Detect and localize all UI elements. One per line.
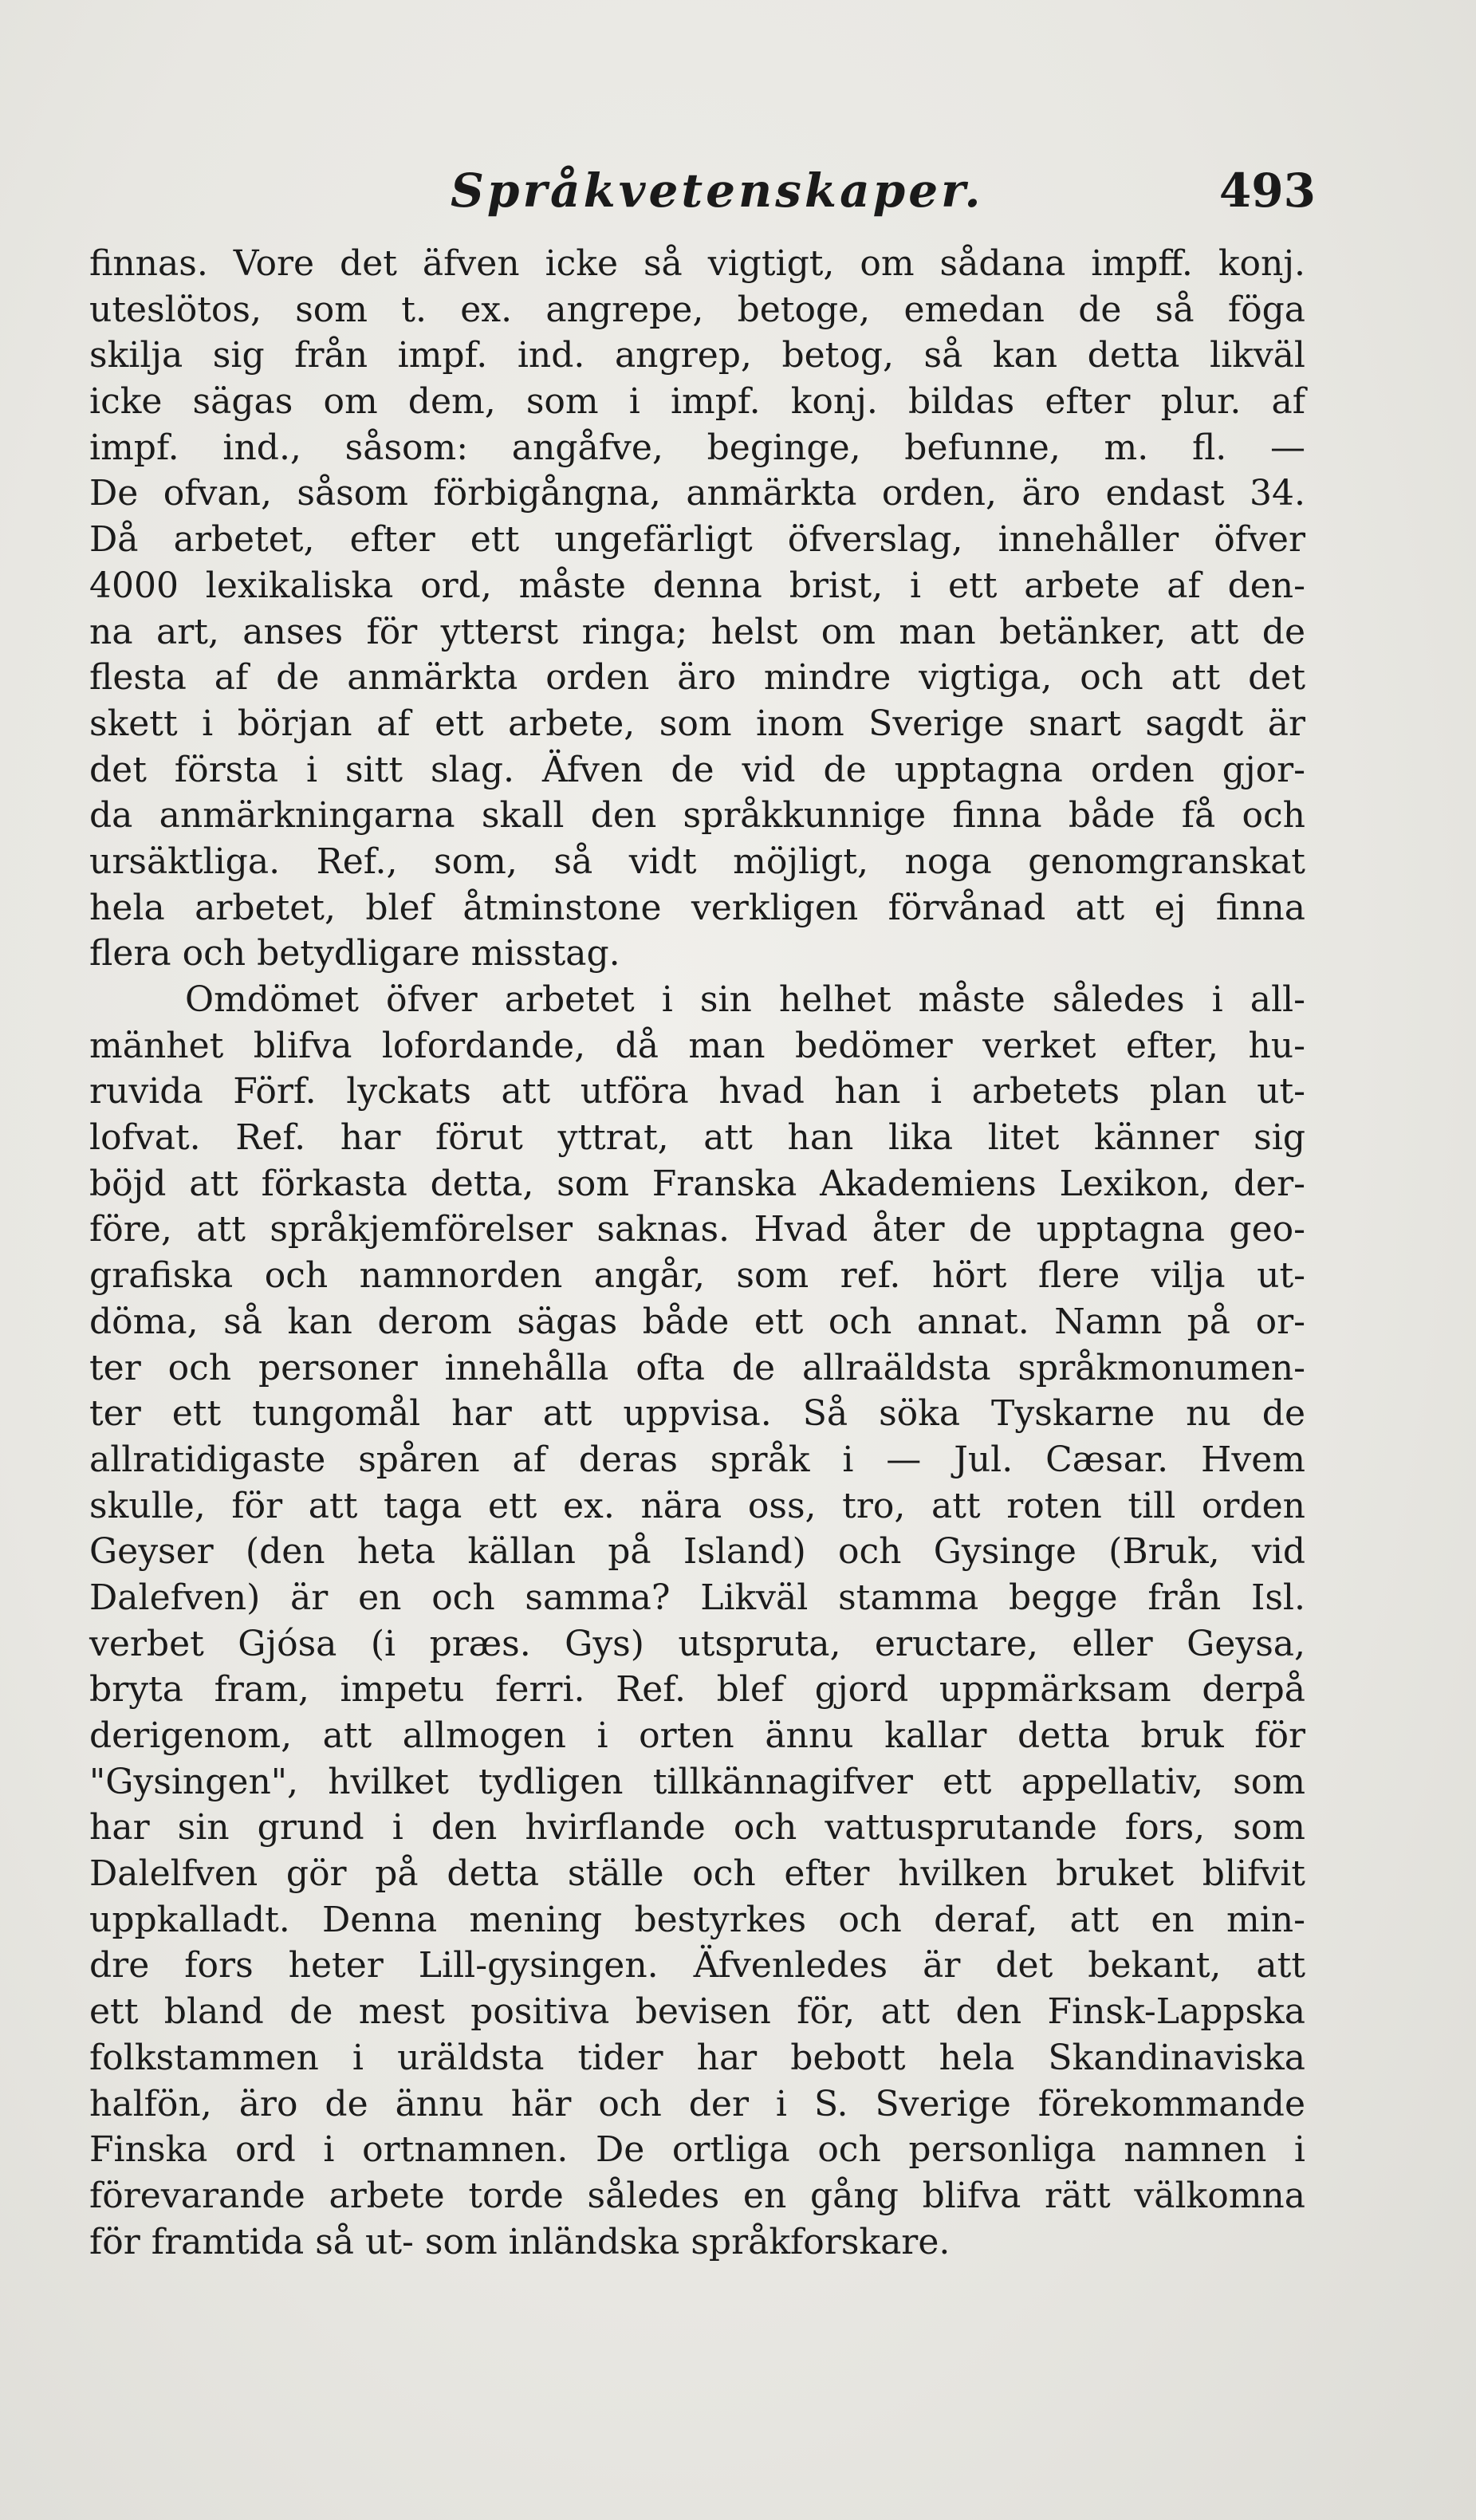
page-header (88, 156, 1316, 227)
text-line: 4000 lexikaliska ord, måste denna brist, i ett arbete af den- (89, 565, 1305, 606)
text-line: hela arbetet, blef åtminstone verkligen förvånad att ej finna (89, 887, 1305, 928)
text-line: böjd att förkasta detta, som Franska Akademiens Lexikon, der- (89, 1163, 1305, 1204)
text-line: ter ett tungomål har att uppvisa. Så söka Tyskarne nu de (89, 1393, 1305, 1435)
text-line: flesta af de anmärkta orden äro mindre vigtiga, och att det (89, 657, 1305, 699)
text-line: det första i sitt slag. Äfven de vid de upptagna orden gjor- (89, 749, 1305, 790)
text-line: har sin grund i den hvirflande och vattusprutande fors, som (89, 1807, 1305, 1849)
text-line: före, att språkjemförelser saknas. Hvad åter de upptagna geo- (89, 1209, 1305, 1250)
text-line: verbet Gjósa (i præs. Gys) utspruta, eructare, eller Geysa, (89, 1623, 1305, 1664)
text-line: finnas. Vore det äfven icke så vigtigt, om sådana impff. konj. (89, 243, 1305, 284)
text-line: förevarande arbete torde således en gång blifva rätt välkomna (89, 2175, 1305, 2216)
text-line: Dalelfven gör på detta ställe och efter hvilken bruket blifvit (89, 1853, 1305, 1895)
text-line: lofvat. Ref. har förut yttrat, att han lika litet känner sig (89, 1117, 1305, 1159)
text-line: ett bland de mest positiva bevisen för, att den Finsk-Lappska (89, 1991, 1305, 2033)
text-line: dre fors heter Lill-gysingen. Äfvenledes är det bekant, att (89, 1945, 1305, 1986)
page-number: 493 (1218, 163, 1316, 218)
text-line: ruvida Förf. lyckats att utföra hvad han i arbetets plan ut- (89, 1071, 1305, 1112)
text-line: da anmärkningarna skall den språkkunnige finna både få och (89, 795, 1305, 837)
text-line: Då arbetet, efter ett ungefärligt öfverslag, innehåller öfver (89, 519, 1305, 561)
text-line: derigenom, att allmogen i orten ännu kallar detta bruk för (89, 1715, 1305, 1756)
text-line: bryta fram, impetu ferri. Ref. blef gjord uppmärksam derpå (89, 1669, 1305, 1711)
text-line: Dalefven) är en och samma? Likväl stamma begge från Isl. (89, 1577, 1305, 1618)
text-line: skilja sig från impf. ind. angrep, betog, så kan detta likväl (89, 335, 1305, 376)
text-line: allratidigaste spåren af deras språk i — Jul. Cæsar. Hvem (89, 1439, 1305, 1480)
text-line: uppkalladt. Denna mening bestyrkes och deraf, att en min- (89, 1899, 1305, 1940)
text-line: döma, så kan derom sägas både ett och annat. Namn på or- (89, 1301, 1305, 1342)
text-line: folkstammen i uräldsta tider har bebott hela Skandinaviska (89, 2037, 1305, 2078)
text-line: uteslötos, som t. ex. angrepe, betoge, emedan de så föga (89, 289, 1305, 330)
running-title: Språkvetenskaper. (451, 163, 984, 218)
text-line: De ofvan, såsom förbigångna, anmärkta orden, äro endast 34. (89, 473, 1305, 514)
text-line: icke sägas om dem, som i impf. konj. bildas efter plur. af (89, 381, 1305, 423)
text-line: halfön, äro de ännu här och der i S. Sverige förekommande (89, 2083, 1305, 2124)
text-line: "Gysingen", hvilket tydligen tillkännagifver ett appellativ, som (89, 1761, 1305, 1802)
text-line: na art, anses för ytterst ringa; helst om man betänker, att de (89, 611, 1305, 652)
text-line: skulle, för att taga ett ex. nära oss, tro, att roten till orden (89, 1485, 1305, 1526)
text-line: ter och personer innehålla ofta de allraäldsta språkmonumen- (89, 1347, 1305, 1388)
text-line: ursäktliga. Ref., som, så vidt möjligt, noga genomgranskat (89, 841, 1305, 882)
text-line: skett i början af ett arbete, som inom Sverige snart sagdt är (89, 703, 1305, 744)
text-line: grafiska och namnorden angår, som ref. hört flere vilja ut- (89, 1255, 1305, 1297)
text-line: mänhet blifva lofordande, då man bedömer verket efter, hu- (89, 1025, 1305, 1066)
body-text (89, 241, 1305, 2265)
paragraph-end-line: flera och betydligare misstag. (89, 933, 620, 975)
paragraph-end-line: för framtida så ut- som inländska språkforskare. (89, 2221, 951, 2262)
text-line: Finska ord i ortnamnen. De ortliga och personliga namnen i (89, 2129, 1305, 2171)
paragraph-start-line: Omdömet öfver arbetet i sin helhet måste således i all- (185, 979, 1305, 1020)
text-line: Geyser (den heta källan på Island) och Gysinge (Bruk, vid (89, 1531, 1305, 1573)
text-line: impf. ind., såsom: angåfve, beginge, befunne, m. fl. — (89, 427, 1305, 468)
